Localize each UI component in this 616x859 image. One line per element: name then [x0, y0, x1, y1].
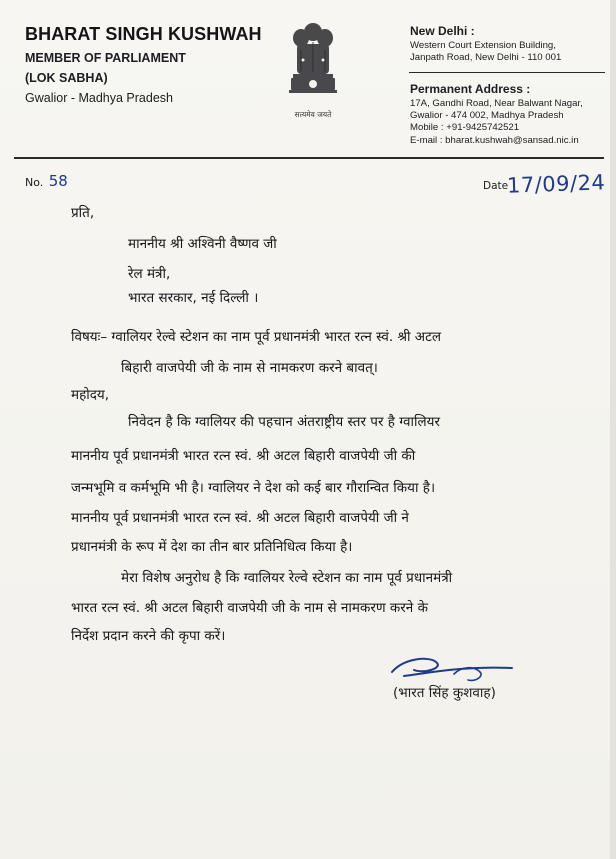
body-line: माननीय पूर्व प्रधानमंत्री भारत रत्न स्वं. श्री अटल बिहारी वाजपेयी जी ने [71, 510, 409, 526]
recipient-post: रेल मंत्री, [128, 266, 171, 282]
delhi-address-line: Western Court Extension Building, [410, 40, 556, 51]
letterhead-divider [14, 157, 604, 159]
greeting: महोदय, [71, 387, 110, 403]
date-label: Date [483, 180, 509, 192]
body-line: प्रधानमंत्री के रूप में देश का तीन बार प्रतिनिधित्व किया है। [71, 539, 353, 555]
recipient-org: भारत सरकार, नई दिल्ली । [128, 290, 259, 306]
reference-number [25, 172, 68, 190]
body-line: मेरा विशेष अनुरोध है कि ग्वालियर रेल्वे स्टेशन का नाम पूर्व प्रधानमंत्री [121, 570, 453, 586]
mp-constituency: Gwalior - Madhya Pradesh [25, 91, 173, 105]
recipient-name: माननीय श्री अश्विनी वैष्णव जी [128, 236, 277, 252]
email-address: E-mail : bharat.kushwah@sansad.nic.in [410, 134, 579, 146]
body-line: माननीय पूर्व प्रधानमंत्री भारत रत्न स्वं. श्री अटल बिहारी वाजपेयी जी की [71, 448, 416, 464]
signatory-name: (भारत सिंह कुशवाह) [393, 685, 496, 701]
body-line: निर्देश प्रदान करने की कृपा करें। [71, 628, 226, 644]
page-edge-shadow [610, 0, 616, 859]
mobile-number: Mobile : +91-9425742521 [410, 122, 520, 134]
reference-label: No. [25, 176, 44, 189]
delhi-address-line: Janpath Road, New Delhi - 110 001 [410, 52, 562, 64]
permanent-address [410, 82, 610, 147]
mp-name: BHARAT SINGH KUSHWAH [25, 24, 262, 44]
emblem-motto: सत्यमेव जयते [294, 110, 332, 119]
date-value: 17/09/24 [506, 170, 606, 198]
recipient-to: प्रति, [71, 205, 95, 221]
delhi-address-title: New Delhi : [410, 24, 475, 38]
reference-value: 58 [48, 172, 68, 190]
subject-line: बिहारी वाजपेयी जी के नाम से नामकरण करने बावत्। [121, 360, 378, 376]
permanent-address-line: Gwalior - 474 002, Madhya Pradesh [410, 110, 564, 122]
body-line: जन्मभूमि व कर्मभूमि भी है। ग्वालियर ने देश को कई बार गौरान्वित किया है। [71, 480, 436, 496]
mp-designation: MEMBER OF PARLIAMENT [25, 51, 186, 65]
national-emblem-icon [281, 20, 345, 120]
body-line: भारत रत्न स्वं. श्री अटल बिहारी वाजपेयी जी के नाम से नामकरण करने के [71, 600, 428, 616]
delhi-address [410, 24, 610, 64]
permanent-address-title: Permanent Address : [410, 82, 531, 96]
subject-line: विषयः– ग्वालियर रेल्वे स्टेशन का नाम पूर्व प्रधानमंत्री भारत रत्न स्वं. श्री अटल [71, 329, 442, 345]
mp-house: (LOK SABHA) [25, 71, 108, 85]
permanent-address-line: 17A, Gandhi Road, Near Balwant Nagar, [410, 98, 583, 109]
address-divider [409, 72, 605, 73]
body-line: निवेदन है कि ग्वालियर की पहचान अंतराष्ट्रीय स्तर पर है ग्वालियर [128, 414, 441, 430]
